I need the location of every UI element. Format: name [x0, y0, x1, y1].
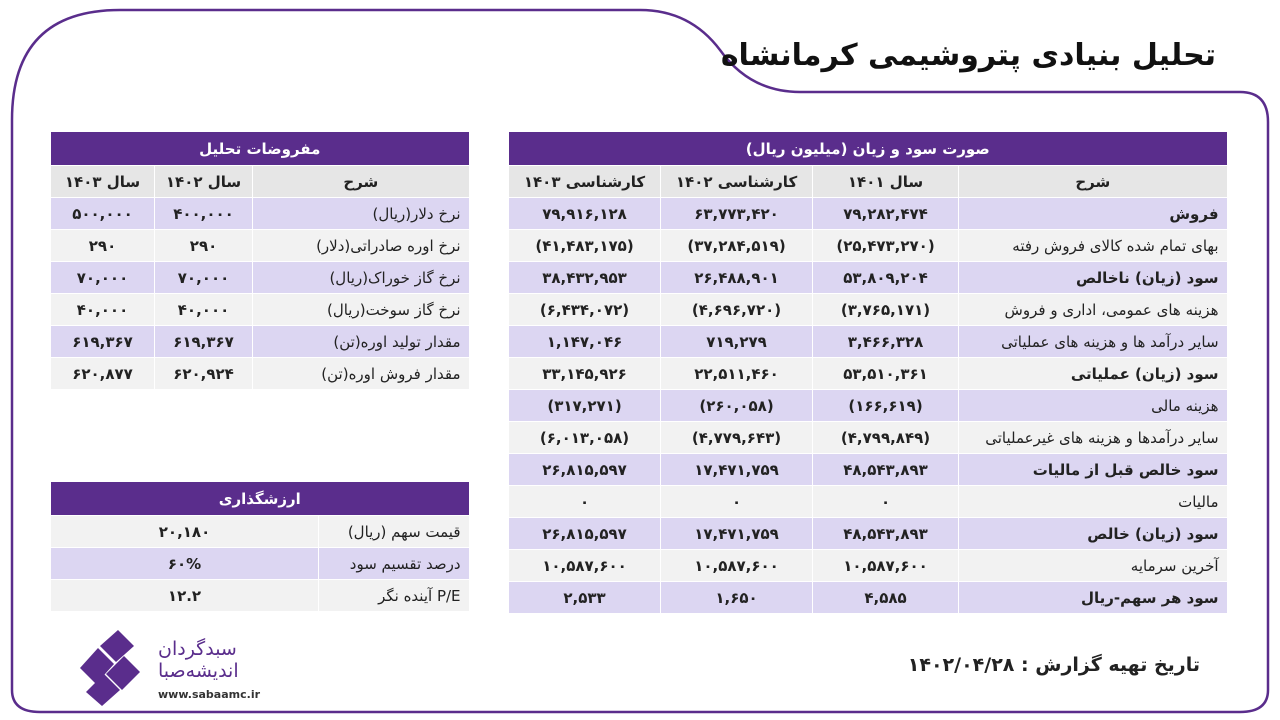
- income-header-1402: کارشناسی ۱۴۰۲: [661, 166, 813, 198]
- brand-name-line2: اندیشه‌صبا: [158, 660, 239, 682]
- income-row: [509, 198, 1227, 230]
- assumption-value-1403: ۲۹۰: [51, 230, 155, 262]
- assumption-value-1403: ۶۲۰,۸۷۷: [51, 358, 155, 390]
- income-value-1401: ۷۹,۲۸۲,۴۷۴: [813, 198, 959, 230]
- income-value-1401: (۳,۷۶۵,۱۷۱): [813, 294, 959, 326]
- valuation-row: [51, 516, 469, 548]
- assumption-value-1402: ۷۰,۰۰۰: [155, 262, 253, 294]
- income-value-1403: ۰: [509, 486, 661, 518]
- income-value-1401: ۴۸,۵۴۳,۸۹۳: [813, 454, 959, 486]
- assumption-value-1402: ۴۰,۰۰۰: [155, 294, 253, 326]
- brand-name-line1: سبدگردان: [158, 638, 237, 660]
- income-value-1402: (۲۶۰,۰۵۸): [661, 390, 813, 422]
- income-value-1403: ۱۰,۵۸۷,۶۰۰: [509, 550, 661, 582]
- income-row-label: سود (زیان) خالص: [959, 518, 1227, 550]
- valuation-label: P/E آینده نگر: [319, 580, 469, 612]
- income-value-1402: ۱۰,۵۸۷,۶۰۰: [661, 550, 813, 582]
- assumption-value-1403: ۵۰۰,۰۰۰: [51, 198, 155, 230]
- income-statement-table: [508, 132, 1226, 614]
- income-row-label: هزینه مالی: [959, 390, 1227, 422]
- assumptions-header-desc: شرح: [253, 166, 469, 198]
- income-value-1402: ۲۲,۵۱۱,۴۶۰: [661, 358, 813, 390]
- assumptions-row: [51, 230, 469, 262]
- income-value-1403: (۶,۰۱۳,۰۵۸): [509, 422, 661, 454]
- income-value-1401: ۵۳,۵۱۰,۳۶۱: [813, 358, 959, 390]
- brand-url: www.sabaamc.ir: [158, 688, 261, 701]
- income-row: [509, 230, 1227, 262]
- income-value-1403: ۲,۵۳۳: [509, 582, 661, 614]
- assumption-value-1403: ۷۰,۰۰۰: [51, 262, 155, 294]
- income-value-1401: ۵۳,۸۰۹,۲۰۴: [813, 262, 959, 294]
- income-value-1401: ۳,۴۶۶,۳۲۸: [813, 326, 959, 358]
- assumptions-row: [51, 294, 469, 326]
- income-value-1401: (۲۵,۴۷۳,۲۷۰): [813, 230, 959, 262]
- assumption-label: نرخ اوره صادراتی(دلار): [253, 230, 469, 262]
- income-header-1401: سال ۱۴۰۱: [813, 166, 959, 198]
- assumption-value-1402: ۴۰۰,۰۰۰: [155, 198, 253, 230]
- assumptions-caption: مفروضات تحلیل: [51, 132, 469, 166]
- income-row: [509, 262, 1227, 294]
- valuation-row: [51, 548, 469, 580]
- income-row: [509, 390, 1227, 422]
- income-header-1403: کارشناسی ۱۴۰۳: [509, 166, 661, 198]
- income-value-1402: ۷۱۹,۲۷۹: [661, 326, 813, 358]
- income-value-1402: ۱۷,۴۷۱,۷۵۹: [661, 518, 813, 550]
- income-value-1401: (۴,۷۹۹,۸۴۹): [813, 422, 959, 454]
- income-caption: صورت سود و زیان (میلیون ریال): [509, 132, 1227, 166]
- assumption-label: مقدار تولید اوره(تن): [253, 326, 469, 358]
- income-value-1402: (۴,۶۹۶,۷۲۰): [661, 294, 813, 326]
- valuation-row: [51, 580, 469, 612]
- income-header-desc: شرح: [959, 166, 1227, 198]
- assumptions-row: [51, 262, 469, 294]
- income-value-1401: ۴,۵۸۵: [813, 582, 959, 614]
- income-row-label: سود (زیان) ناخالص: [959, 262, 1227, 294]
- valuation-label: درصد تقسیم سود: [319, 548, 469, 580]
- income-row-label: مالیات: [959, 486, 1227, 518]
- income-row: [509, 518, 1227, 550]
- assumptions-header-1402: سال ۱۴۰۲: [155, 166, 253, 198]
- income-row: [509, 422, 1227, 454]
- income-value-1403: ۳۸,۴۳۲,۹۵۳: [509, 262, 661, 294]
- income-row-label: هزینه های عمومی، اداری و فروش: [959, 294, 1227, 326]
- income-value-1403: (۶,۴۳۴,۰۷۲): [509, 294, 661, 326]
- income-value-1402: ۶۳,۷۷۳,۴۲۰: [661, 198, 813, 230]
- income-row-label: سایر درآمدها و هزینه های غیرعملیاتی: [959, 422, 1227, 454]
- assumptions-row: [51, 198, 469, 230]
- assumption-value-1403: ۴۰,۰۰۰: [51, 294, 155, 326]
- income-value-1402: ۱,۶۵۰: [661, 582, 813, 614]
- income-value-1402: (۳۷,۲۸۴,۵۱۹): [661, 230, 813, 262]
- income-row-label: سود هر سهم-ریال: [959, 582, 1227, 614]
- income-value-1401: (۱۶۶,۶۱۹): [813, 390, 959, 422]
- income-row-label: آخرین سرمایه: [959, 550, 1227, 582]
- income-row: [509, 454, 1227, 486]
- income-row-label: فروش: [959, 198, 1227, 230]
- assumption-label: نرخ دلار(ریال): [253, 198, 469, 230]
- income-value-1403: ۲۶,۸۱۵,۵۹۷: [509, 518, 661, 550]
- assumptions-row: [51, 358, 469, 390]
- income-row: [509, 358, 1227, 390]
- income-value-1401: ۰: [813, 486, 959, 518]
- valuation-value: ۱۲.۲: [51, 580, 319, 612]
- valuation-label: قیمت سهم (ریال): [319, 516, 469, 548]
- income-value-1403: (۴۱,۴۸۳,۱۷۵): [509, 230, 661, 262]
- assumptions-header-row: [51, 166, 469, 198]
- assumption-value-1402: ۶۱۹,۳۶۷: [155, 326, 253, 358]
- income-row-label: سود خالص قبل از مالیات: [959, 454, 1227, 486]
- income-row: [509, 582, 1227, 614]
- valuation-value: ۲۰,۱۸۰: [51, 516, 319, 548]
- assumptions-header-1403: سال ۱۴۰۳: [51, 166, 155, 198]
- income-value-1403: ۱,۱۴۷,۰۴۶: [509, 326, 661, 358]
- income-value-1403: (۳۱۷,۲۷۱): [509, 390, 661, 422]
- assumptions-row: [51, 326, 469, 358]
- income-value-1402: ۲۶,۴۸۸,۹۰۱: [661, 262, 813, 294]
- income-row-label: سود (زیان) عملیاتی: [959, 358, 1227, 390]
- income-value-1402: ۰: [661, 486, 813, 518]
- income-row: [509, 550, 1227, 582]
- income-value-1402: ۱۷,۴۷۱,۷۵۹: [661, 454, 813, 486]
- income-row-label: بهای تمام شده کالای فروش رفته: [959, 230, 1227, 262]
- assumption-value-1403: ۶۱۹,۳۶۷: [51, 326, 155, 358]
- income-value-1403: ۳۳,۱۴۵,۹۲۶: [509, 358, 661, 390]
- income-value-1402: (۴,۷۷۹,۶۴۳): [661, 422, 813, 454]
- income-value-1403: ۷۹,۹۱۶,۱۲۸: [509, 198, 661, 230]
- valuation-table: [50, 482, 468, 612]
- income-value-1403: ۲۶,۸۱۵,۵۹۷: [509, 454, 661, 486]
- income-row: [509, 326, 1227, 358]
- income-row-label: سایر درآمد ها و هزینه های عملیاتی: [959, 326, 1227, 358]
- assumptions-table: [50, 132, 468, 390]
- assumption-label: مقدار فروش اوره(تن): [253, 358, 469, 390]
- income-value-1401: ۴۸,۵۴۳,۸۹۳: [813, 518, 959, 550]
- assumption-value-1402: ۶۲۰,۹۲۴: [155, 358, 253, 390]
- income-value-1401: ۱۰,۵۸۷,۶۰۰: [813, 550, 959, 582]
- income-row: [509, 486, 1227, 518]
- page-title: تحلیل بنیادی پتروشیمی کرمانشاه: [720, 38, 1216, 73]
- report-date: تاریخ تهیه گزارش : ۱۴۰۲/۰۴/۲۸: [907, 654, 1200, 676]
- valuation-caption: ارزشگذاری: [51, 482, 469, 516]
- assumption-label: نرخ گاز سوخت(ریال): [253, 294, 469, 326]
- assumption-value-1402: ۲۹۰: [155, 230, 253, 262]
- assumption-label: نرخ گاز خوراک(ریال): [253, 262, 469, 294]
- valuation-value: ۶۰%: [51, 548, 319, 580]
- income-header-row: [509, 166, 1227, 198]
- income-row: [509, 294, 1227, 326]
